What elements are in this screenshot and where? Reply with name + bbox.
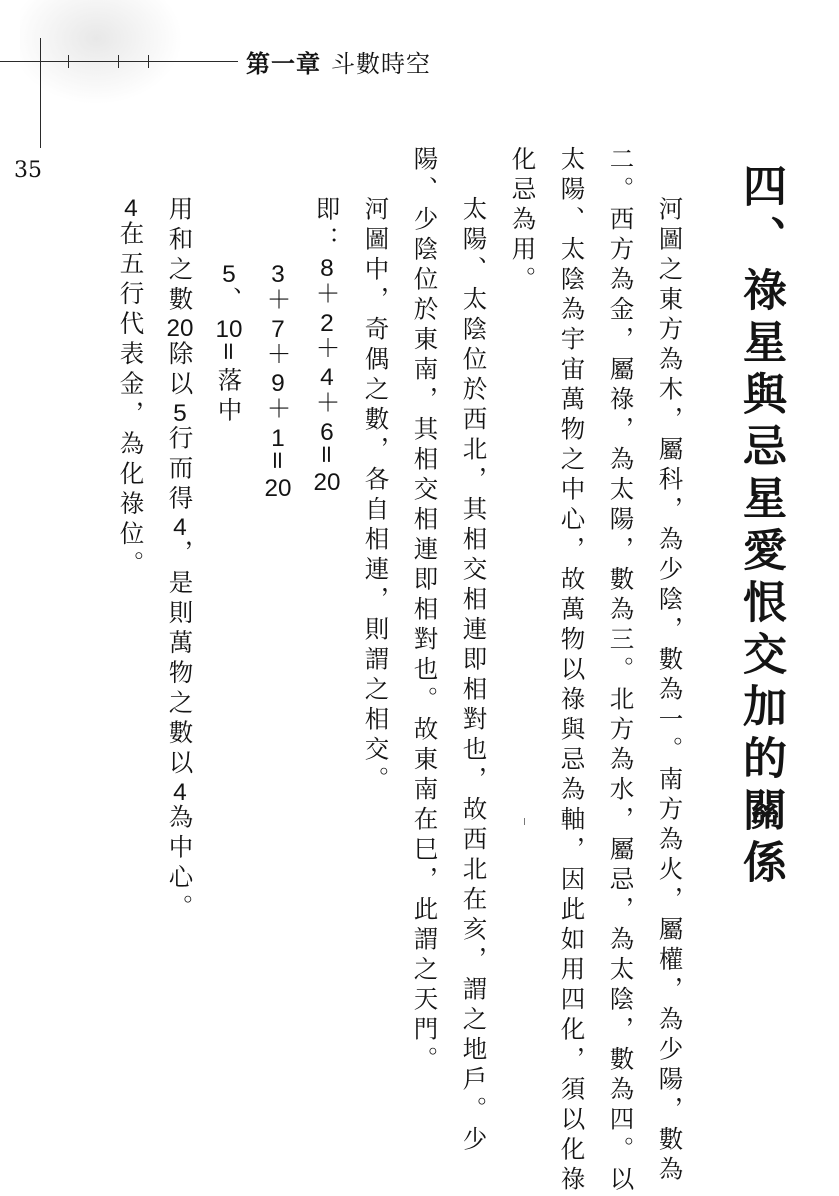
margin-rule bbox=[40, 38, 41, 148]
decorative-speckle bbox=[20, 0, 190, 110]
text-column: 陽、少陰位於東南，其相交相連即相對也。故東南在巳，此謂之天門。 bbox=[410, 146, 440, 1076]
text-column: 化忌為用。 bbox=[508, 146, 538, 296]
text-column: 河圖之東方為木，屬科，為少陰，數為一。南方為火，屬權，為少陽，數為 bbox=[655, 196, 685, 1186]
section-title: 四、祿星與忌星愛恨交加的關係 bbox=[735, 163, 786, 891]
equation-number: 1 bbox=[271, 425, 285, 450]
rule-tick bbox=[118, 55, 119, 68]
equation-operator: = bbox=[312, 444, 342, 471]
inline-number: 5 bbox=[173, 400, 187, 425]
equation-column bbox=[263, 262, 293, 501]
equation-number: 5 bbox=[222, 262, 236, 287]
equation-number: 8 bbox=[320, 256, 334, 281]
equation-text: =落中 bbox=[214, 341, 244, 428]
inline-number: 20 bbox=[166, 316, 194, 341]
equation-operator: ＋ bbox=[312, 335, 342, 365]
text-run: 在五行代表金，為化祿位。 bbox=[116, 220, 146, 581]
text-column: 太陽、太陰位於西北，其相交相連即相對也，故西北在亥，謂之地戶。少 bbox=[459, 196, 489, 1156]
equation-column bbox=[214, 262, 244, 428]
text-column: 河圖中，奇偶之數，各自相連，則謂之相交。 bbox=[361, 196, 391, 796]
inline-number: 4 bbox=[124, 196, 138, 221]
chapter-number: 第一章 bbox=[246, 49, 321, 78]
text-run: ，是則萬物之數以 bbox=[165, 539, 195, 780]
equation-operator: ＋ bbox=[263, 341, 293, 371]
equation-text: 、 bbox=[214, 286, 244, 317]
inline-number: 4 bbox=[173, 515, 187, 540]
page-number: 35 bbox=[14, 158, 42, 183]
running-header bbox=[246, 44, 431, 79]
inline-number: 4 bbox=[173, 779, 187, 804]
equation-number: 7 bbox=[271, 316, 285, 341]
text-column bbox=[165, 196, 195, 924]
equation-number: 6 bbox=[320, 419, 334, 444]
equation-operator: ＋ bbox=[263, 395, 293, 426]
equation-text: 即： bbox=[312, 196, 342, 256]
chapter-title: 斗數時空 bbox=[331, 50, 431, 78]
equation-number: 9 bbox=[271, 371, 285, 396]
equation-number: 3 bbox=[271, 262, 285, 287]
header-rule bbox=[0, 61, 238, 62]
rule-tick bbox=[148, 55, 149, 68]
text-column: 太陽、太陰為宇宙萬物之中心，故萬物以祿與忌為軸，因此如用四化，須以化祿 bbox=[557, 146, 587, 1196]
equation-operator: ＋ bbox=[263, 286, 293, 317]
equation-operator: ＋ bbox=[312, 280, 342, 311]
equation-operator: ＋ bbox=[312, 389, 342, 420]
equation-number: 10 bbox=[215, 316, 243, 341]
text-run: 用和之數 bbox=[165, 196, 195, 316]
text-column: 二。西方為金，屬祿，為太陽，數為三。北方為水，屬忌，為太陰，數為四。以 bbox=[606, 146, 636, 1196]
equation-column bbox=[312, 196, 342, 495]
text-column bbox=[116, 196, 146, 581]
print-mark bbox=[524, 818, 525, 825]
equation-number: 2 bbox=[320, 310, 334, 335]
text-run: 行而得 bbox=[165, 425, 195, 515]
text-run: 為中心。 bbox=[165, 804, 195, 924]
equation-operator: = bbox=[263, 450, 293, 477]
equation-number: 4 bbox=[320, 365, 334, 390]
rule-tick bbox=[68, 55, 69, 68]
equation-number: 20 bbox=[313, 470, 341, 495]
text-run: 除以 bbox=[165, 340, 195, 401]
equation-number: 20 bbox=[264, 476, 292, 501]
